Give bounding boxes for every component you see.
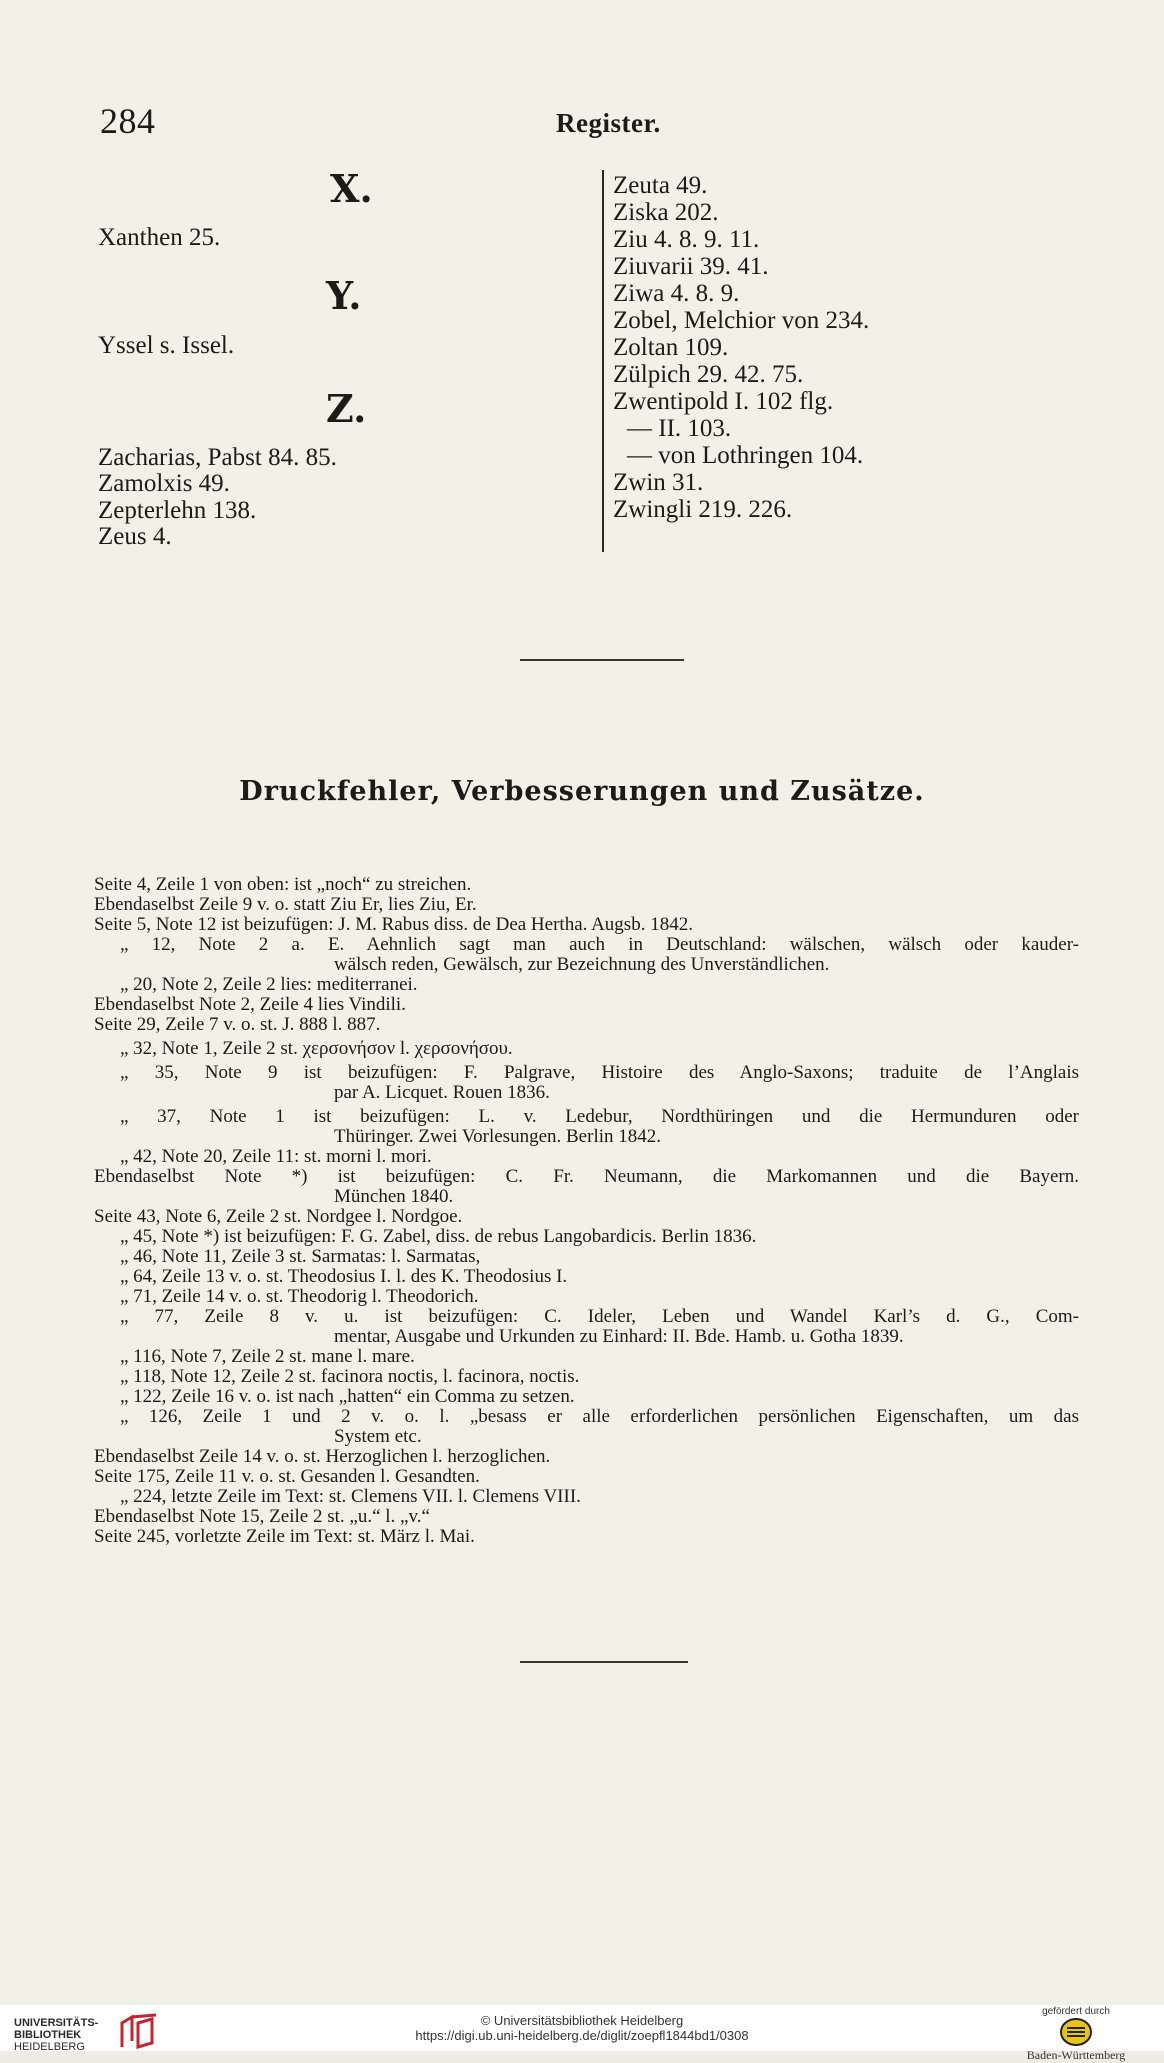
errata-line: Seite 5, Note 12 ist beizufügen: J. M. Rabus diss. de Dea Hertha. Augsb. 1842. [94, 914, 693, 935]
register-entry: Zobel, Melchior von 234. [613, 307, 870, 334]
state-seal-icon [1058, 2017, 1094, 2047]
column-divider [602, 170, 604, 552]
errata-line: „ 64, Zeile 13 v. o. st. Theodosius I. l. des K. Theodosius I. [120, 1266, 568, 1287]
register-left-column [0, 0, 600, 560]
errata-line: München 1840. [334, 1186, 454, 1207]
register-entry: Zeuta 49. [613, 172, 708, 199]
errata-line: „ 46, Note 11, Zeile 3 st. Sarmatas: l. Sarmatas, [120, 1246, 481, 1267]
register-entry: — II. 103. [627, 415, 732, 442]
errata-line: Seite 175, Zeile 11 v. o. st. Gesanden l. Gesandten. [94, 1466, 480, 1487]
footer-bar [0, 2005, 1164, 2062]
errata-line: „ 118, Note 12, Zeile 2 st. facinora noctis, l. facinora, noctis. [120, 1366, 580, 1387]
errata-line: Seite 43, Note 6, Zeile 2 st. Nordgee l. Nordgoe. [94, 1206, 463, 1227]
letter-heading-y: Y. [326, 273, 362, 318]
errata-line: „ 224, letzte Zeile im Text: st. Clemens VII. l. Clemens VIII. [120, 1486, 581, 1507]
sponsor-label: gefördert durch [1042, 2006, 1110, 2017]
errata-line: Seite 29, Zeile 7 v. o. st. J. 888 l. 887. [94, 1014, 381, 1035]
errata-line: Ebendaselbst Note 2, Zeile 4 lies Vindili. [94, 994, 406, 1015]
errata-line: Ebendaselbst Zeile 14 v. o. st. Herzoglichen l. herzoglichen. [94, 1446, 551, 1467]
errata-line: Seite 245, vorletzte Zeile im Text: st. März l. Mai. [94, 1526, 475, 1547]
errata-line: „ 42, Note 20, Zeile 11: st. morni l. mori. [120, 1146, 432, 1167]
register-entry: Zwingli 219. 226. [613, 496, 793, 523]
permalink-url[interactable]: https://digi.ub.uni-heidelberg.de/diglit/zoepfl1844bd1/0308 [415, 2028, 749, 2043]
register-entry: Ziska 202. [613, 199, 719, 226]
register-entry: Yssel s. Issel. [98, 332, 235, 359]
page-number: 284 [100, 101, 156, 141]
errata-title: Druckfehler, Verbesserungen und Zusätze. [239, 776, 925, 807]
errata-line: „ 126, Zeile 1 und 2 v. o. l. „besass er alle erforderlichen persönlichen Eigenschaften, um das [120, 1406, 1079, 1427]
sponsor-name: Baden-Württemberg [1026, 2048, 1126, 2062]
errata-line: „ 20, Note 2, Zeile 2 lies: mediterranei. [120, 974, 418, 995]
register-entry: Zacharias, Pabst 84. 85. [98, 444, 337, 471]
register-entry: Zamolxis 49. [98, 470, 230, 497]
errata-line: „ 77, Zeile 8 v. u. ist beizufügen: C. Ideler, Leben und Wandel Karl’s d. G., Com- [120, 1306, 1079, 1327]
errata-line: Ebendaselbst Note *) ist beizufügen: C. Fr. Neumann, die Markomannen und die Bayern. [94, 1166, 1079, 1187]
errata-line: System etc. [334, 1426, 422, 1447]
register-entry: Ziwa 4. 8. 9. [613, 280, 740, 307]
errata-line: „ 12, Note 2 a. E. Aehnlich sagt man auch in Deutschland: wälschen, wälsch oder kauder- [120, 934, 1079, 955]
section-divider [520, 659, 684, 661]
register-entry: — von Lothringen 104. [627, 442, 864, 469]
errata-line: „ 37, Note 1 ist beizufügen: L. v. Ledebur, Nordthüringen und die Hermunduren oder [120, 1106, 1079, 1127]
errata-line: Thüringer. Zwei Vorlesungen. Berlin 1842. [334, 1126, 661, 1147]
errata-line: Seite 4, Zeile 1 von oben: ist „noch“ zu streichen. [94, 874, 472, 895]
errata-list [94, 875, 1079, 1547]
register-entry: Ziuvarii 39. 41. [613, 253, 769, 280]
library-logo-text: UNIVERSITÄTS- BIBLIOTHEK HEIDELBERG [14, 2017, 99, 2053]
errata-line: „ 122, Zeile 16 v. o. ist nach „hatten“ ein Comma zu setzen. [120, 1386, 575, 1407]
letter-heading-x: X. [330, 166, 373, 211]
errata-line: „ 71, Zeile 14 v. o. st. Theodorig l. Theodorich. [120, 1286, 479, 1307]
errata-line: „ 32, Note 1, Zeile 2 st. χερσονήσον l. χερσονήσου. [120, 1038, 513, 1059]
register-entry: Zeus 4. [98, 523, 172, 550]
errata-line: „ 45, Note *) ist beizufügen: F. G. Zabel, diss. de rebus Langobardicis. Berlin 1836. [120, 1226, 757, 1247]
register-entry: Xanthen 25. [98, 224, 221, 251]
register-entry: Zwentipold I. 102 flg. [613, 388, 834, 415]
errata-line: par A. Licquet. Rouen 1836. [334, 1082, 550, 1103]
register-entry: Zepterlehn 138. [98, 497, 257, 524]
errata-line: „ 116, Note 7, Zeile 2 st. mane l. mare. [120, 1346, 415, 1367]
register-entry: Ziu 4. 8. 9. 11. [613, 226, 760, 253]
sponsor-block [1006, 2005, 1146, 2063]
errata-line: Ebendaselbst Zeile 9 v. o. statt Ziu Er, lies Ziu, Er. [94, 894, 477, 915]
errata-line: wälsch reden, Gewälsch, zur Bezeichnung des Unverständlichen. [334, 954, 830, 975]
register-entry: Zülpich 29. 42. 75. [613, 361, 804, 388]
footer-citation [0, 2013, 1164, 2043]
register-entry: Zoltan 109. [613, 334, 729, 361]
end-divider [520, 1661, 688, 1663]
errata-line: „ 35, Note 9 ist beizufügen: F. Palgrave, Histoire des Anglo-Saxons; traduite de l’Anglais [120, 1062, 1079, 1083]
register-entry: Zwin 31. [613, 469, 704, 496]
running-head: Register. [556, 108, 661, 138]
errata-line: mentar, Ausgabe und Urkunden zu Einhard: II. Bde. Hamb. u. Gotha 1839. [334, 1326, 904, 1347]
copyright-text: © Universitätsbibliothek Heidelberg [480, 2013, 684, 2028]
letter-heading-z: Z. [326, 386, 367, 431]
errata-line: Ebendaselbst Note 15, Zeile 2 st. „u.“ l. „v.“ [94, 1506, 430, 1527]
